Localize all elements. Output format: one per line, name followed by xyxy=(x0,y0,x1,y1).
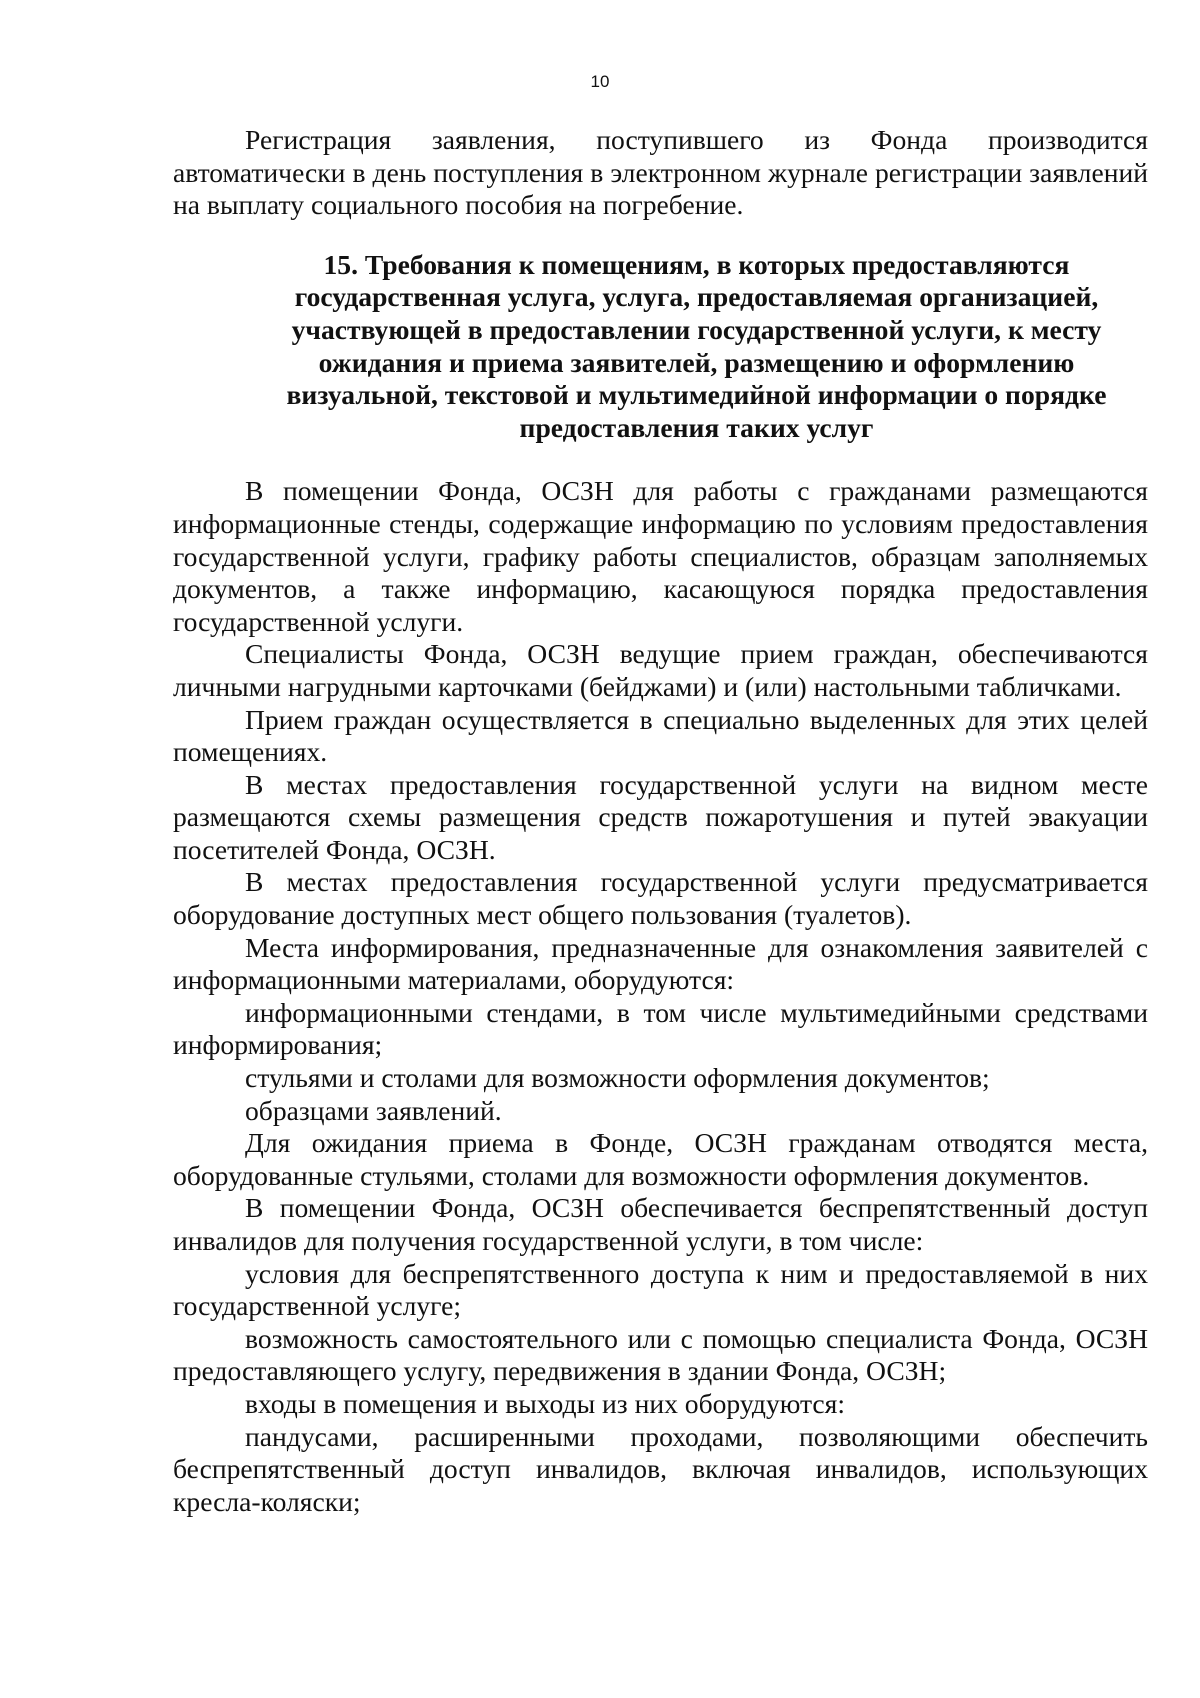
paragraph: входы в помещения и выходы из них оборудуются: xyxy=(245,1387,846,1419)
section-heading: 15. Требования к помещениям, в которых предоставляются государственная услуга, услуга, предоставляемая организацией, участвующей в предоставлении государственной услуги, к месту ожидания и приема заявителей, размещению и оформлению визуальной, текстовой и мультимедийной информации о порядке предоставления таких услуг xyxy=(286,248,1107,443)
intro-paragraph: Регистрация заявления, поступившего из Фонда производится автоматически в день поступления в электронном журнале регистрации заявлений на выплату социального пособия на погребение. xyxy=(173,124,1148,221)
paragraph: возможность самостоятельного или с помощью специалиста Фонда, ОСЗН предоставляющего услугу, передвижения в здании Фонда, ОСЗН; xyxy=(173,1322,1148,1387)
paragraph: Для ожидания приема в Фонде, ОСЗН гражданам отводятся места, оборудованные стульями, столами для возможности оформления документов. xyxy=(173,1127,1148,1191)
paragraph: В помещении Фонда, ОСЗН обеспечивается беспрепятственный доступ инвалидов для получения государственной услуги, в том числе: xyxy=(173,1192,1148,1256)
paragraph: условия для беспрепятственного доступа к ним и предоставляемой в них государственной услуге; xyxy=(173,1257,1148,1322)
paragraph: В помещении Фонда, ОСЗН для работы с гражданами размещаются информационные стенды, содержащие информацию по условиям предоставления государственной услуги, графику работы специалистов, образцам заполняемых документов, а также информацию, касающуюся порядка предоставления государственной услуги. xyxy=(173,475,1148,637)
paragraph: стульями и столами для возможности оформления документов; xyxy=(245,1062,990,1094)
paragraph: Прием граждан осуществляется в специально выделенных для этих целей помещениях. xyxy=(173,703,1148,768)
paragraph: информационными стендами, в том числе мультимедийными средствами информирования; xyxy=(173,996,1148,1061)
paragraph: пандусами, расширенными проходами, позволяющими обеспечить беспрепятственный доступ инвалидов, включая инвалидов, использующих кресла-коляски; xyxy=(173,1420,1148,1517)
paragraph: Места информирования, предназначенные для ознакомления заявителей с информационными материалами, оборудуются: xyxy=(173,931,1148,996)
paragraph: Специалисты Фонда, ОСЗН ведущие прием граждан, обеспечиваются личными нагрудными карточками (бейджами) и (или) настольными табличками. xyxy=(173,638,1148,702)
paragraph: В местах предоставления государственной услуги предусматривается оборудование доступных мест общего пользования (туалетов). xyxy=(173,866,1148,931)
paragraph: В местах предоставления государственной услуги на видном месте размещаются схемы размещения средств пожаротушения и путей эвакуации посетителей Фонда, ОСЗН. xyxy=(173,768,1148,865)
page-number: 10 xyxy=(590,72,610,91)
document-body xyxy=(173,124,1148,1518)
paragraph: образцами заявлений. xyxy=(245,1094,502,1126)
